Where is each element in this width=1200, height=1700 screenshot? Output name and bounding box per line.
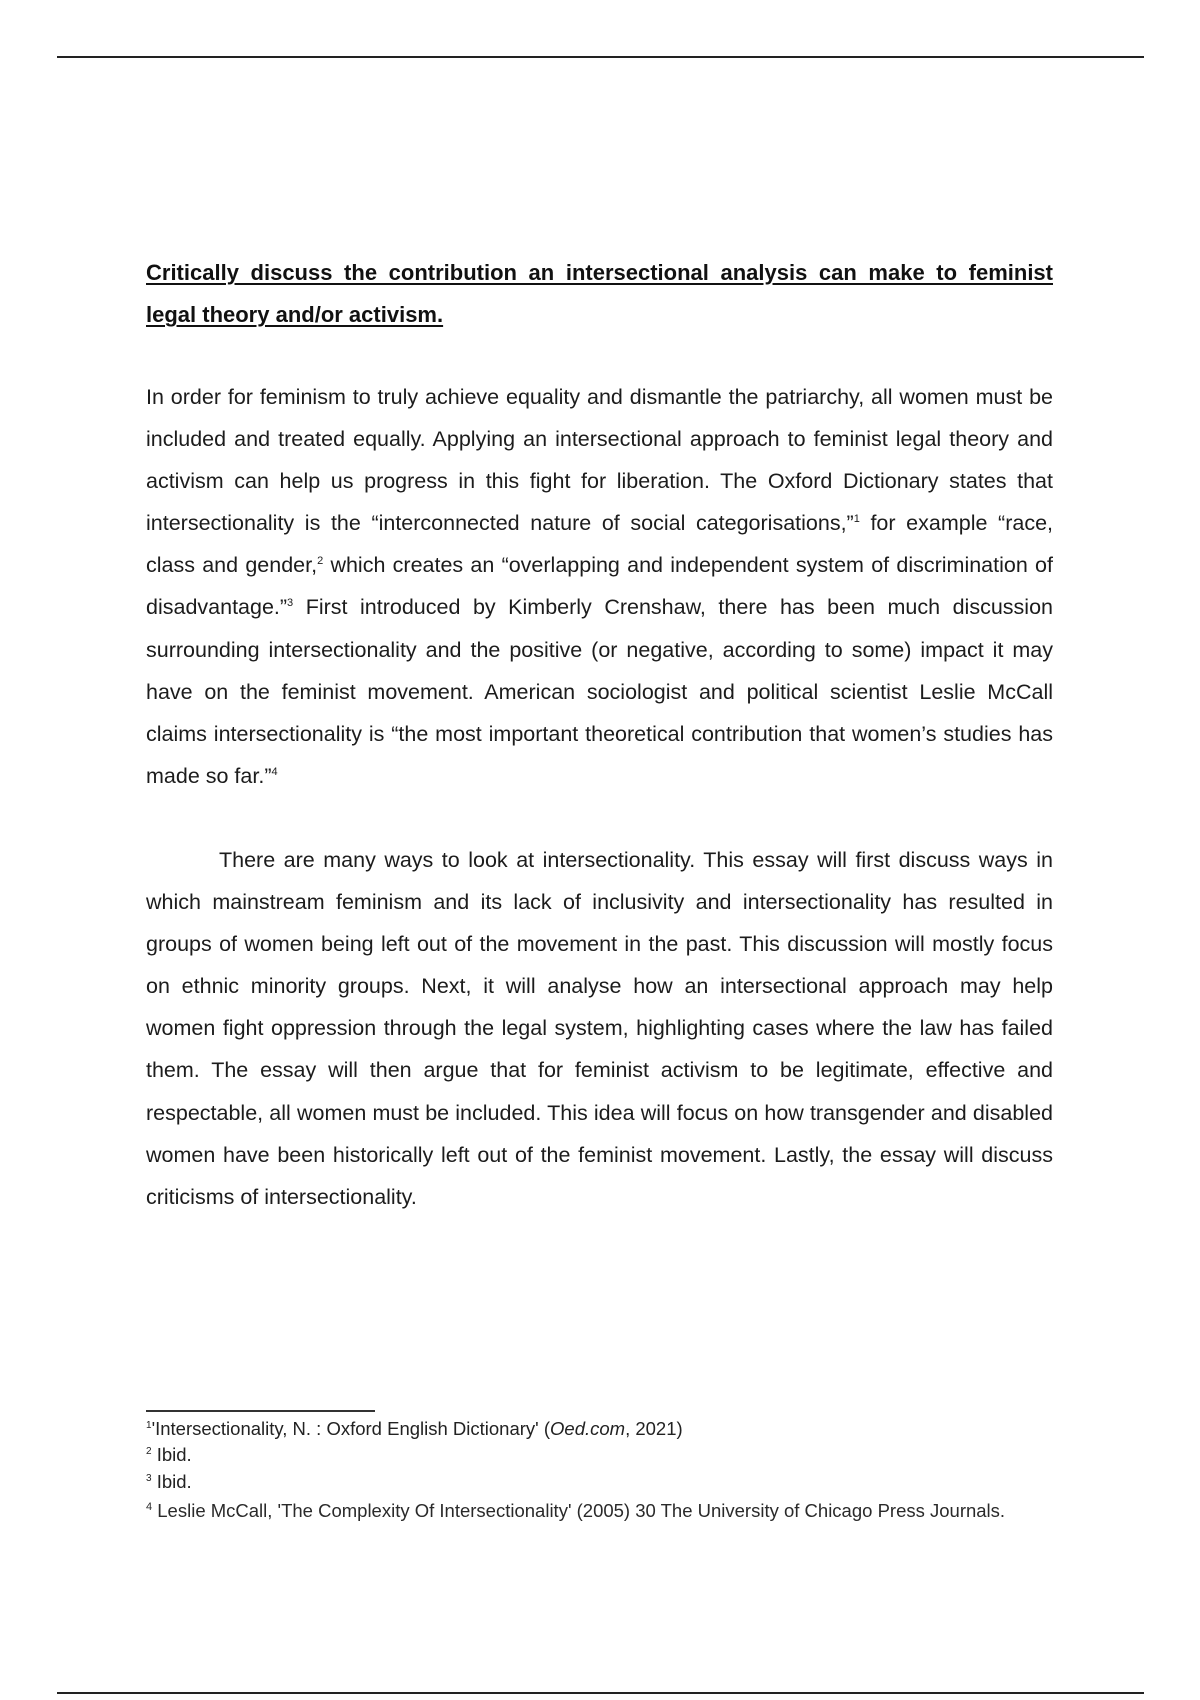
footnote-text: Leslie McCall, 'The Complexity Of Intersectionality' (2005) 30 The University of Chicago Press Journals. (157, 1500, 1006, 1521)
footnote-text: 'Intersectionality, N. : Oxford English Dictionary' ( (151, 1418, 551, 1439)
footer-rule (57, 1692, 1144, 1694)
footnote-ref-4[interactable]: 4 (271, 765, 278, 778)
header-rule (57, 56, 1144, 58)
paragraph-intro (146, 376, 1053, 797)
paragraph-intro-text-4: First introduced by Kimberly Crenshaw, there has been much discussion surrounding intersectionality and the positive (or negative, according to some) impact it may have on the feminist movement. American sociologist and political scientist Leslie McCall claims intersectionality is “the most important theoretical contribution that women’s studies has made so far.” (146, 595, 1053, 788)
essay-title: Critically discuss the contribution an intersectional analysis can make to feminist legal theory and/or activism. (146, 260, 1053, 327)
footnote-ref-1[interactable]: 1 (853, 513, 860, 526)
footnote-1 (146, 1416, 1053, 1442)
footnote-ref-3[interactable]: 3 (287, 597, 294, 610)
footnote-number: 2 (146, 1445, 152, 1457)
footnotes (146, 1410, 1053, 1524)
footnote-ref-2[interactable]: 2 (317, 555, 324, 568)
footnote-text: , 2021) (625, 1418, 683, 1439)
essay-body (146, 252, 1053, 1218)
paragraph-intro-text-3: which creates an “overlapping and independent system of discrimination of disadvantage.” (146, 553, 1053, 620)
footnote-3 (146, 1468, 1053, 1496)
footnote-number: 1 (146, 1419, 152, 1431)
paragraph-intro-text-2: for example “race, class and gender, (146, 511, 1054, 578)
footnote-4 (146, 1497, 1053, 1524)
footnote-2 (146, 1442, 1053, 1468)
paragraph-intro-text-1: In order for feminism to truly achieve equality and dismantle the patriarchy, all women must be included and treated equally. Applying an intersectional approach to feminist legal theory and activism can help us progress in this fight for liberation. The Oxford Dictionary states that intersectionality is the “interconnected nature of social categorisations,” (146, 385, 1053, 536)
paragraph-outline: There are many ways to look at intersectionality. This essay will first discuss ways in which mainstream feminism and its lack of inclusivity and intersectionality has resulted in groups of women being left out of the movement in the past. This discussion will mostly focus on ethnic minority groups. Next, it will analyse how an intersectional approach may help women fight oppression through the legal system, highlighting cases where the law has failed them. The essay will then argue that for feminist activism to be legitimate, effective and respectable, all women must be included. This idea will focus on how transgender and disabled women have been historically left out of the feminist movement. Lastly, the essay will discuss criticisms of intersectionality. (146, 847, 1053, 1209)
footnote-text: Ibid. (156, 1444, 192, 1465)
footnote-number: 4 (146, 1500, 153, 1513)
footnote-source: Oed.com (550, 1418, 626, 1439)
footnote-separator (146, 1410, 375, 1412)
footnote-number: 3 (146, 1472, 152, 1484)
footnote-text: Ibid. (156, 1471, 192, 1492)
